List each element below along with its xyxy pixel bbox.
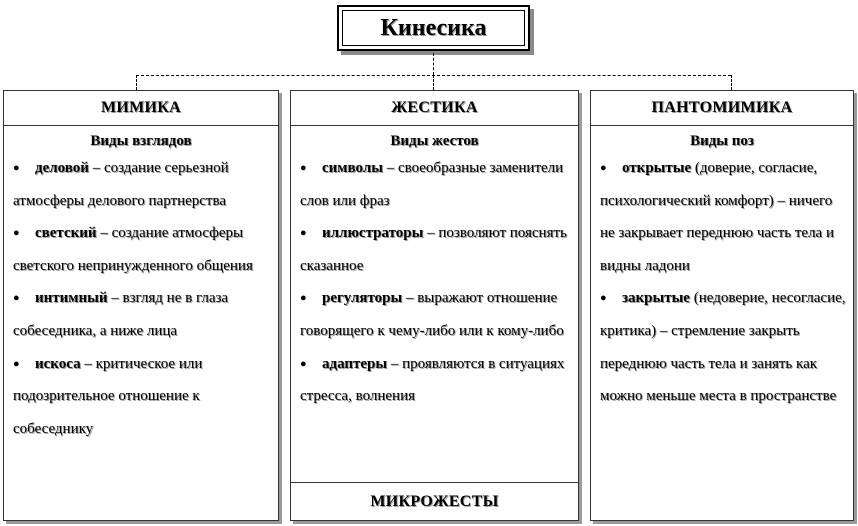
list-item [300,152,574,217]
list-item [600,152,849,282]
column-header: МИМИКА [4,91,278,126]
item-description: – позволяют пояснять сказанное [300,225,567,274]
item-term: регуляторы [322,290,403,307]
item-description: (доверие, согласие, психологический комфорт) – ничего не закрывает переднюю часть тела и видны ладони [600,160,834,274]
bullet-icon: ● [13,162,20,174]
item-term: интимный [35,290,108,307]
list-item [13,282,274,347]
column-subheader: Виды поз [690,133,754,149]
diagram-title: Кинесика [342,10,525,46]
item-description: – выражают отношение говорящего к чему-либо или к кому-либо [300,290,564,339]
connector-left [136,75,137,90]
column-pantomimika [590,90,854,521]
list-item [13,348,274,446]
list-item [300,348,574,413]
item-term: закрытые [622,290,690,307]
bullet-icon: ● [300,227,307,240]
item-list [4,152,278,445]
column-zhestika [290,90,579,521]
item-term: символы [322,160,383,176]
item-term: искоса [35,355,81,372]
bullet-icon: ● [13,227,20,240]
item-description: – создание серьезной атмосферы делового партнерства [13,160,229,209]
item-description: – критическое или подозрительное отношение к собеседнику [13,355,203,437]
column-mimika [3,90,279,521]
list-item [600,282,849,412]
item-description: (недоверие, несогласие, критика) – стремление закрыть переднюю часть тела и занять как можно меньше места в пространстве [600,290,846,405]
column-subheader: Виды взглядов [90,133,192,149]
bullet-icon: ● [300,162,307,174]
item-term: открытые [622,160,692,176]
bullet-icon: ● [300,292,307,305]
bullet-icon: ● [300,357,307,370]
item-term: адаптеры [322,355,388,372]
connector-main-vertical [433,53,434,75]
bullet-icon: ● [600,162,607,174]
item-description: – взгляд не в глаза собеседника, а ниже лица [13,290,229,339]
column-header: ПАНТОМИМИКА [591,91,853,126]
item-description: – проявляются в ситуациях стресса, волнения [300,355,565,405]
list-item [13,217,274,282]
item-list [591,152,853,413]
bullet-icon: ● [13,292,20,305]
item-description: – создание атмосферы светского непринужденного общения [13,225,253,274]
item-list [291,152,578,413]
item-description: – своеобразные заменители слов или фраз [300,160,564,209]
bullet-icon: ● [13,357,20,370]
item-term: иллюстраторы [322,225,424,242]
list-item [13,152,274,217]
bullet-icon: ● [600,292,607,305]
column-header: ЖЕСТИКА [291,91,578,126]
item-term: деловой [35,160,89,176]
connector-right [731,75,732,90]
item-term: светский [35,225,97,242]
list-item [300,282,574,347]
column-subheader: Виды жестов [390,133,479,149]
connector-middle [433,75,434,90]
microgestures-box: МИКРОЖЕСТЫ [291,482,578,520]
title-box [337,5,530,51]
list-item [300,217,574,282]
